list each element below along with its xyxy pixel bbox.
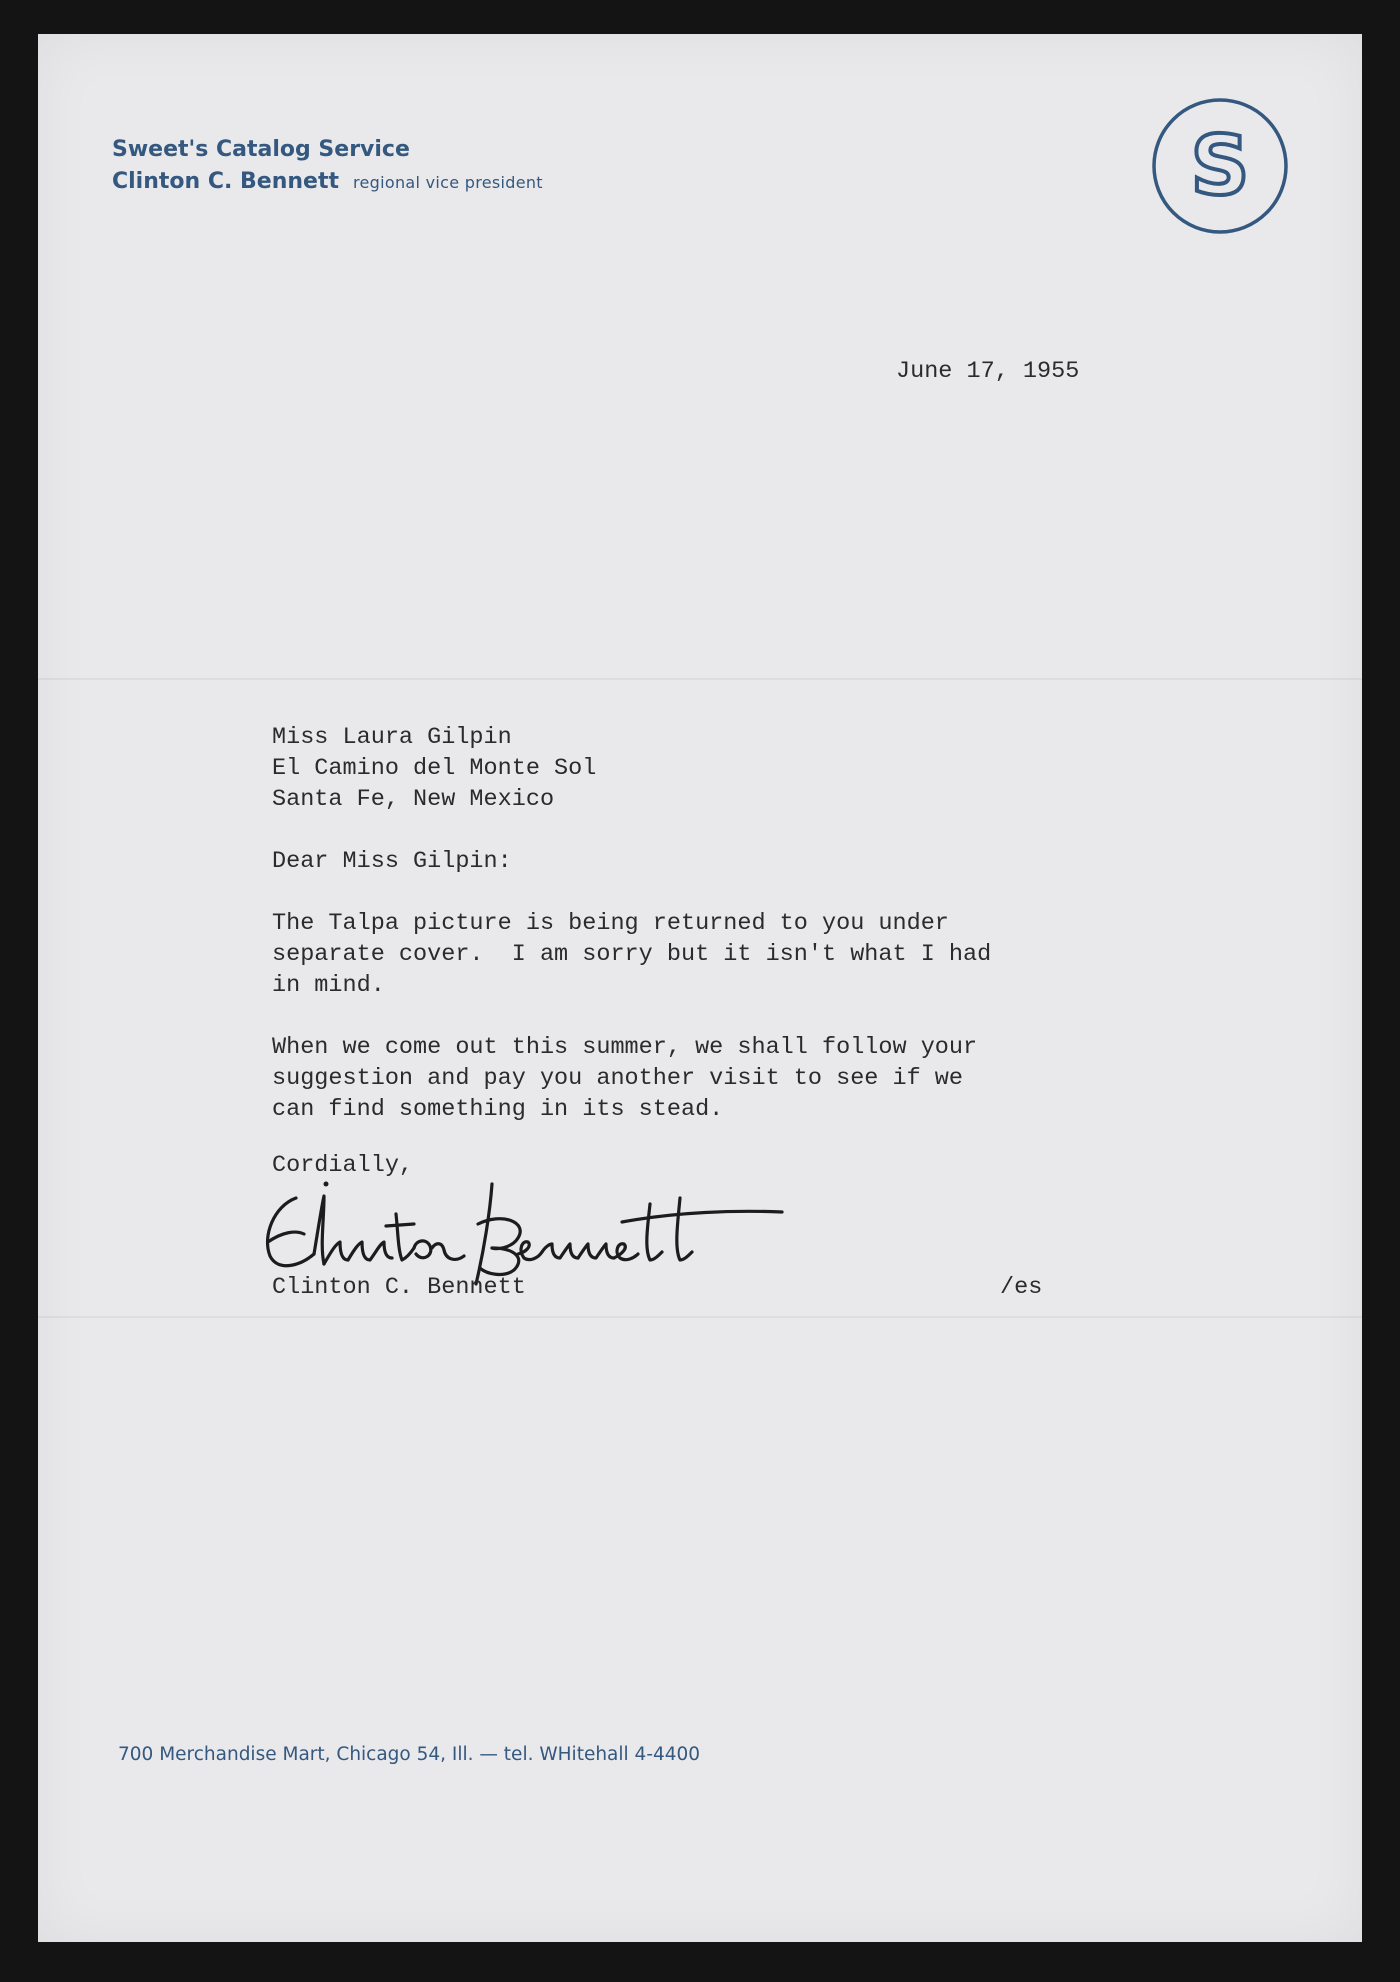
body-line: in mind.	[272, 972, 385, 999]
body-line: When we come out this summer, we shall follow your	[272, 1034, 978, 1061]
recipient-street: El Camino del Monte Sol	[272, 755, 597, 782]
letterhead	[112, 134, 543, 199]
recipient-name: Miss Laura Gilpin	[272, 724, 512, 751]
circled-s-logo-icon	[1150, 96, 1290, 236]
signer-name: Clinton C. Bennett	[272, 1274, 526, 1301]
letterhead-person	[112, 166, 543, 199]
body-paragraph-2	[272, 1032, 977, 1125]
fold-line	[38, 1316, 1362, 1318]
typist-initials: /es	[1000, 1274, 1043, 1301]
letter-page	[38, 34, 1362, 1942]
body-paragraph-1	[272, 908, 991, 1001]
salutation: Dear Miss Gilpin:	[272, 848, 512, 875]
recipient-address	[272, 722, 596, 815]
fold-line	[38, 678, 1362, 680]
body-line: separate cover. I am sorry but it isn't what I had	[272, 941, 992, 968]
body-line: suggestion and pay you another visit to see if we	[272, 1065, 964, 1092]
body-line: can find something in its stead.	[272, 1096, 724, 1123]
logo-letter: S	[1190, 119, 1250, 214]
letter-date: June 17, 1955	[896, 358, 1080, 385]
closing: Cordially,	[272, 1152, 414, 1179]
body-line: The Talpa picture is being returned to you under	[272, 910, 949, 937]
person-role: regional vice president	[352, 173, 543, 192]
company-name: Sweet's Catalog Service	[112, 137, 410, 162]
person-name: Clinton C. Bennett	[112, 169, 339, 194]
footer-address: 700 Merchandise Mart, Chicago 54, Ill. — tel. WHitehall 4-4400	[118, 1744, 701, 1765]
recipient-city: Santa Fe, New Mexico	[272, 786, 555, 813]
